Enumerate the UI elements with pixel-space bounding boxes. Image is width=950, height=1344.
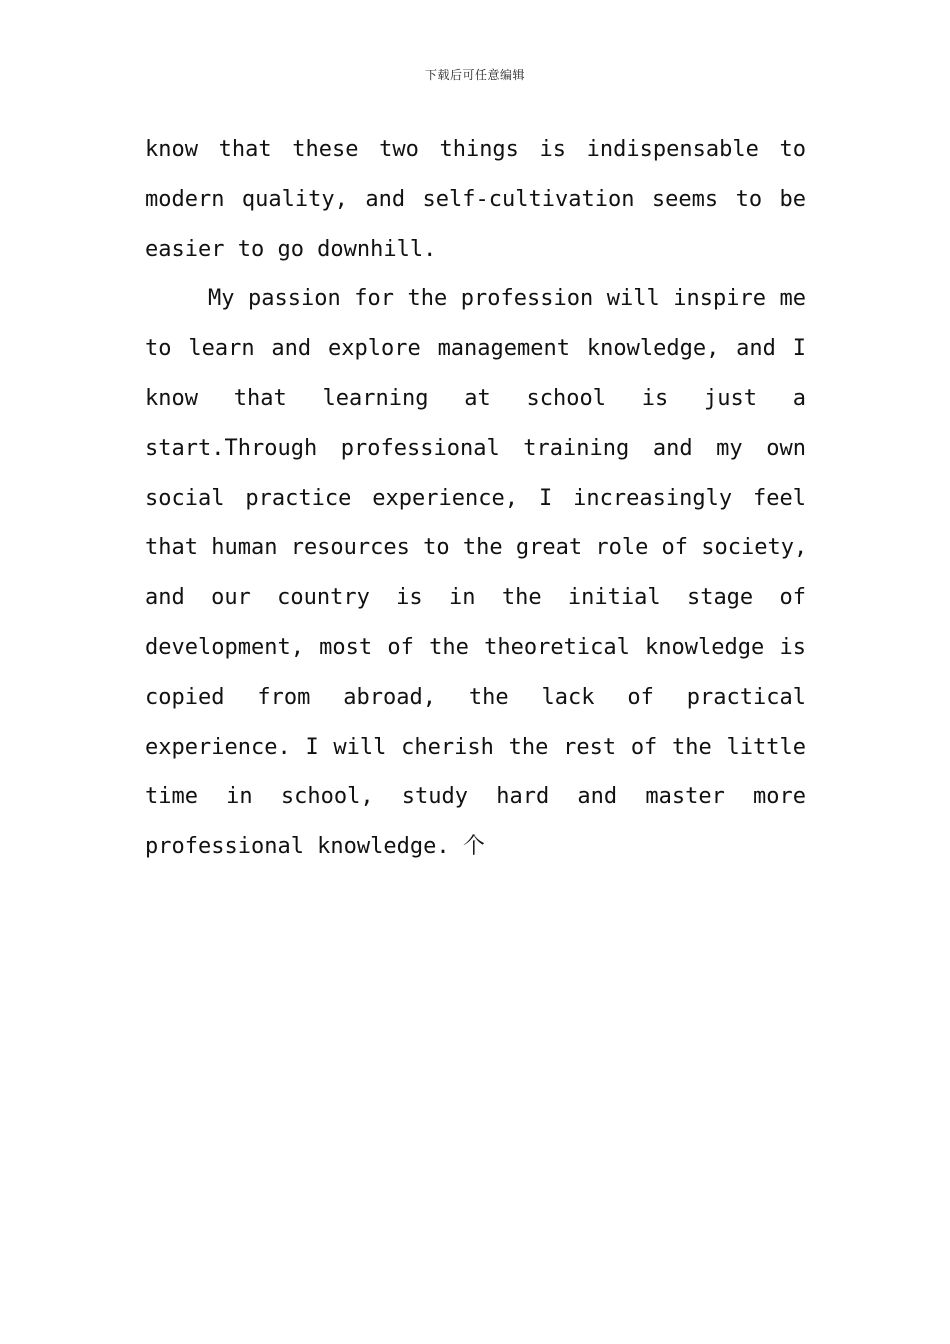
text-line: that human resources to the great role of society, (145, 535, 808, 561)
document-body (145, 125, 806, 872)
text-line: modern quality, and self-cultivation seems to be (145, 186, 806, 212)
paragraph-1 (145, 125, 806, 274)
paragraph-2 (145, 274, 806, 872)
text-line: social practice experience, I increasingly feel (145, 485, 806, 511)
text-line: experience. I will cherish the rest of the little (145, 734, 806, 760)
text-line: to learn and explore management knowledge, and I (145, 336, 806, 362)
text-line: copied from abroad, the lack of practical (145, 684, 806, 710)
text-line: know that these two things is indispensable to (145, 137, 806, 162)
text-line: time in school, study hard and master more (145, 784, 806, 810)
text-line: start.Through professional training and my own (145, 435, 806, 461)
text-line: development, most of the theoretical knowledge is (145, 634, 806, 660)
text-line: professional knowledge. 个 (145, 834, 485, 860)
text-line: easier to go downhill. (145, 236, 437, 262)
text-line: My passion for the profession will inspire me (208, 286, 806, 312)
text-line: know that learning at school is just a (145, 385, 806, 411)
text-line: and our country is in the initial stage of (145, 585, 806, 611)
page-header: 下载后可任意编辑 (424, 68, 525, 82)
